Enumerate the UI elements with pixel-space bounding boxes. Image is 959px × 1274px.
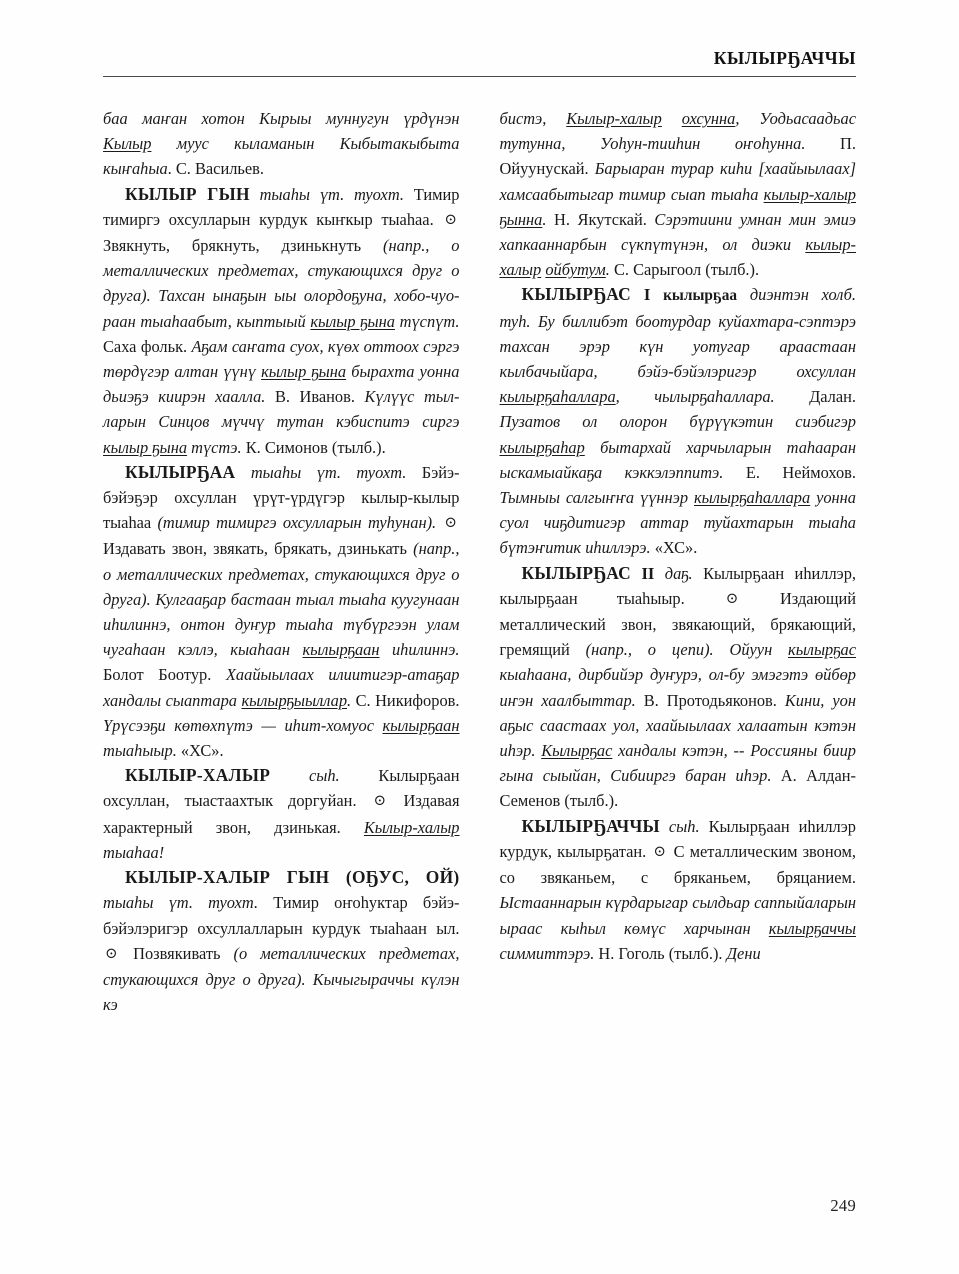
entry-grammar-label: тыаһы үт. туохт.	[259, 184, 404, 204]
citation-text: Тымныы салгыҥҥа үүннэр	[499, 488, 694, 508]
citation-text: бистэ,	[499, 109, 567, 128]
entry-definition-yakut: Кылырҕаан охсуллан, тыастаахтык доргуйан.	[103, 766, 460, 811]
keyword-underlined: кылыр-халыр	[763, 184, 856, 204]
keyword-underlined: кылыр ҕына	[310, 311, 395, 331]
dictionary-entry	[500, 814, 857, 966]
entry-subheadword: кылырҕаа	[663, 287, 738, 305]
citation-text: , Уодьасаадьас тутунна, Уоһун-тииһин оҥоһунна.	[499, 109, 856, 154]
continued-paragraph	[500, 106, 857, 282]
citation-text: түспүт.	[394, 311, 460, 331]
citation-source: С. Сарыгоол (тылб.).	[609, 260, 760, 280]
sense-marker-icon: ⊙	[105, 945, 119, 962]
page-number: 249	[830, 1196, 856, 1215]
entry-grammar-label: диэнтэн холб. туһ.	[499, 285, 856, 331]
keyword-underlined: кылыр ҕына	[103, 437, 188, 457]
citation-text: Тахсан ынаҕын ыы олордоҕуна, хобо-чуораан тыаһаабыт, кыптыый	[103, 286, 460, 331]
citation-source: В. Протодьяконов.	[635, 690, 777, 710]
entry-definition-russian-note: (о металлических предметах, стукающихся друг о друга).	[103, 943, 460, 989]
citation-text: муус кыламанын Кыбытакыбыта кыҥаһыа	[103, 134, 460, 179]
keyword-underlined: кылырҕаан	[382, 715, 460, 735]
entry-grammar-label: сыһ.	[308, 766, 340, 786]
citation-text: Аҕам саҥата суох, күөх оттоох сэргэ төрдүгэр алтан үүнү	[103, 336, 460, 382]
citation-text: бырахта уонна дьиэҕэ киирэн хаалла.	[103, 362, 460, 407]
citation-text: Барыаран турар киһи [хаайыылаах] хамсаабытыгар тимир сыап тыаһа	[499, 159, 856, 204]
keyword-underlined: Кылыр	[103, 134, 152, 154]
keyword-underlined: кылырҕаан	[302, 640, 380, 660]
entry-definition-yakut-note: (тимир тимиргэ охсулларын туһунан).	[157, 513, 437, 533]
entry-headword: КЫЛЫР ГЫН	[125, 183, 250, 204]
citation-source: П. Ойуунускай.	[499, 134, 856, 179]
dictionary-entry	[500, 561, 857, 814]
entry-headword: КЫЛЫР-ХАЛЫР ГЫН (ОҔУС, ОЙ)	[125, 867, 460, 888]
citation-source: Саха фольк.	[103, 336, 188, 356]
citation-text: Ыстааннарын күрдарыгар сылдьар саппыйаларын ыраас кыһыл көмүс харчынан	[499, 893, 856, 938]
entry-grammar-label: даҕ.	[664, 563, 693, 583]
column-right	[500, 106, 857, 1166]
citation-source: Н. Якутскай.	[546, 209, 647, 229]
citation-source: «ХС».	[650, 538, 698, 558]
dictionary-entry	[103, 460, 460, 763]
entry-definition-russian: С металлическим звоном, со звяканьем, с бряканьем, бряцанием.	[499, 841, 857, 888]
citation-text: .	[542, 209, 547, 229]
citation-text	[662, 109, 682, 128]
entry-grammar-label: тыаһы үт. туохт.	[250, 462, 407, 482]
citation-text: , чылырҕаһаллара.	[615, 387, 775, 407]
citation-source: Е. Неймохов.	[723, 462, 857, 482]
citation-text: хандалы кэтэн, -- Россияны биир гына сыыйан, Сибииргэ баран иһэр.	[499, 741, 856, 786]
continued-paragraph	[103, 106, 460, 182]
citation-text: түстэ.	[187, 437, 242, 457]
keyword-underlined: кылырҕыыллар	[241, 690, 348, 710]
citation-text: Үрүсээҕи көтөхпүтэ — иһит-хомуос	[103, 715, 383, 735]
dictionary-entry	[103, 865, 460, 1017]
citation-text: Сэрэтиини умнан мин эмиэ хапкааннарбын сүкпүтүнэн, ол диэки	[499, 209, 856, 255]
sense-marker-icon: ⊙	[725, 590, 739, 607]
citation-source: В. Иванов.	[265, 387, 355, 407]
sense-marker-icon: ⊙	[444, 211, 458, 228]
sense-marker-icon: ⊙	[653, 843, 667, 860]
citation-source: . С. Васильев.	[167, 159, 264, 179]
dictionary-entry	[103, 763, 460, 865]
keyword-underlined: охсунна	[681, 109, 736, 128]
running-head	[103, 50, 856, 84]
entry-headword: КЫЛЫРҔАА	[125, 461, 236, 482]
keyword-underlined: ойбутум	[545, 260, 606, 280]
entry-definition-russian-note: (напр., о цепи).	[585, 640, 714, 660]
citation-text: кыаһаана, дирбийэр дуҥурэ, ол-бу эмэгэтэ өйбөр иҥэн хаалбыттар.	[499, 665, 856, 710]
entry-definition-russian: Издавать звон, звякать, брякать, дзинькать	[103, 539, 414, 559]
body-columns	[103, 106, 856, 1166]
entry-definition-yakut: Тимир тимиргэ охсулларын курдук кыҥкыр тыаһаа.	[103, 184, 460, 229]
citation-text: Бу биллибэт боотурдар куйахтара-сэптэрэ тахсан эрэр күн уотугар араастаан кылбачыйара, бэйэ-бэйэлэригэр охсуллан	[499, 311, 856, 382]
citation-text: Кычыгыраччы күлэн кэ	[103, 969, 460, 1015]
citation-text: Пузатов ол олорон бүрүүкэтин сиэбигэр	[499, 412, 856, 432]
citation-text: бытархай харчыларын таһааран ыскамыайкаҕа кэккэлэппитэ.	[499, 437, 856, 482]
entry-definition-yakut: Тимир оҥоһуктар бэйэ-бэйэлэригэр охсуллалларын курдук тыаһаан ыл.	[103, 893, 460, 938]
entry-headword: КЫЛЫР-ХАЛЫР	[125, 765, 271, 786]
citation-text: Кини, уон аҕыс саастаах уол, хаайыылаах халаатын кэтэн иһэр.	[499, 690, 856, 761]
citation-source: Далан.	[774, 387, 856, 407]
entry-grammar-label: сыһ.	[668, 816, 700, 836]
dictionary-entry	[103, 182, 460, 460]
keyword-underlined: кылырҕас	[788, 640, 856, 660]
citation-text: Ойуун	[729, 640, 789, 660]
dictionary-entry	[500, 282, 857, 560]
citation-text: Күлүүс тылларын Синцов мүччү тутан кэбиспитэ сиргэ	[103, 387, 460, 432]
entry-definition-russian: Издавая характерный звон, дзинькая.	[103, 791, 460, 837]
entry-headword: КЫЛЫРҔАС	[521, 562, 632, 583]
citation-source: Болот Боотур.	[103, 665, 212, 685]
citation-text: .	[347, 690, 352, 710]
citation-text: Кулгааҕар бастаан тыал тыаһа куугунаан иһилиннэ, онтон дуҥур тыаһа түбүргээн улам чугаһаан кэллэ, кыаһаан	[103, 589, 460, 660]
sense-marker-icon: ⊙	[444, 515, 458, 532]
citation-source: А. Алдан-Семенов (тылб.).	[499, 766, 856, 811]
keyword-underlined: кылырҕаһар	[499, 437, 585, 457]
citation-text: баа маҥан хотон Кырыы муннугун үрдүнэн	[103, 109, 460, 128]
entry-definition-russian: Позвякивать	[133, 943, 234, 963]
entry-definition-yakut: Кылырҕаан иһиллэр курдук, кылырҕатан.	[499, 816, 856, 861]
entry-headword: КЫЛЫРҔАЧЧЫ	[521, 815, 660, 836]
keyword-underlined: кылыр ҕына	[261, 362, 347, 382]
citation-source: Н. Гоголь (тылб.).	[594, 943, 723, 963]
entry-definition-yakut: Кылырҕаан иһиллэр, кылырҕаан тыаһыыр.	[499, 563, 856, 608]
citation-text: тыаһыыр.	[103, 741, 177, 761]
citation-source: С. Никифоров.	[351, 690, 460, 710]
citation-text: симмиттэрэ.	[499, 943, 595, 963]
entry-headword: КЫЛЫРҔАС	[521, 284, 632, 305]
entry-definition-russian-note: (напр., о металлических предметах, стукающихся друг о друга).	[103, 539, 460, 609]
citation-source: К. Симонов (тылб.).	[241, 437, 386, 457]
entry-definition-russian: Издающий металлический звон, звякающий, брякающий, гремящий	[499, 588, 856, 660]
keyword-underlined: Кылырҕас	[541, 741, 613, 761]
citation-text: .	[605, 260, 610, 280]
keyword-underlined: кылыр-халыр	[499, 235, 856, 280]
entry-definition-russian-note: (напр., о металлических предметах, стукающихся друг о друга).	[103, 236, 460, 306]
citation-text: уонна суол чиҕдитигэр аттар туйахтарын тыаһа бүтэҥитик иһиллэрэ.	[499, 488, 857, 558]
header-rule	[103, 76, 856, 77]
citation-text: иһилиннэ.	[379, 640, 460, 660]
sense-marker-icon: ⊙	[373, 793, 387, 810]
citation-text: Дени	[726, 943, 761, 963]
column-left	[103, 106, 460, 1166]
citation-source: «ХС».	[176, 741, 224, 761]
entry-homonym-number: I	[643, 285, 651, 305]
citation-text: Хаайыылаах илиитигэр-атаҕар хандалы сыаптара	[103, 665, 460, 710]
keyword-underlined: Кылыр-халыр	[566, 109, 662, 128]
keyword-underlined: кылырҕаһаллара	[694, 488, 811, 508]
keyword-underlined: ҕынна	[499, 209, 543, 229]
entry-grammar-label: тыаһы үт. туохт.	[103, 893, 259, 913]
citation-text: тыаһаа!	[103, 842, 165, 862]
keyword-underlined: кылырҕаччы	[768, 918, 856, 938]
entry-definition-yakut: Бэйэ-бэйэҕэр охсуллан үрүт-үрдүгэр кылыр-кылыр тыаһаа	[103, 462, 460, 533]
keyword-underlined: Кылыр-халыр	[363, 817, 460, 837]
entry-homonym-number: II	[641, 563, 655, 583]
entry-definition-russian: Звякнуть, брякнуть, дзинькнуть	[103, 236, 384, 256]
running-head-title: КЫЛЫРҔАЧЧЫ	[713, 48, 856, 68]
keyword-underlined: кылырҕаһаллара	[499, 387, 616, 407]
